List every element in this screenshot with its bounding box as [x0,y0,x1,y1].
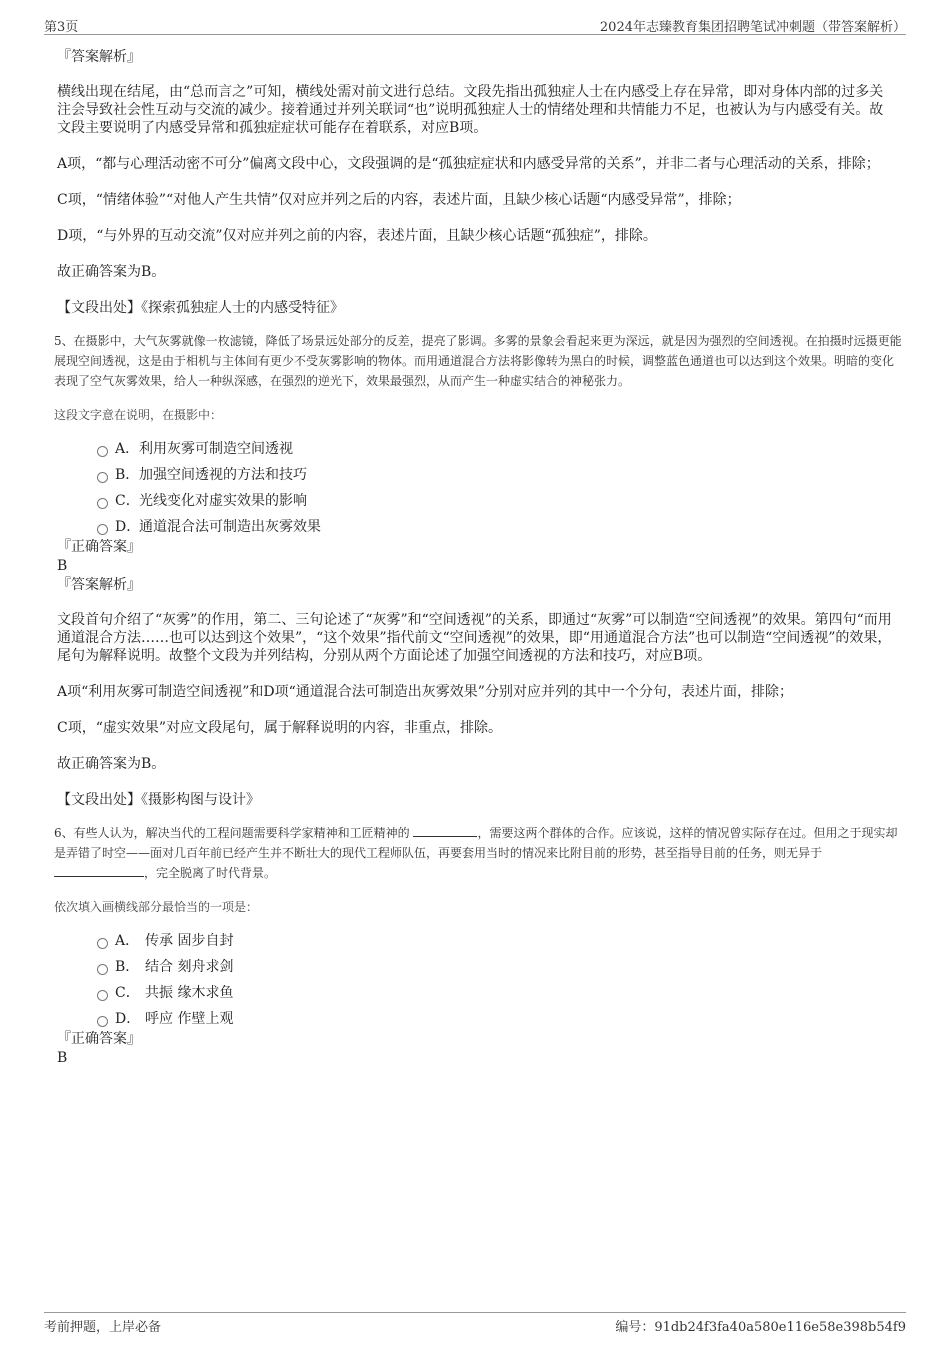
blank-2 [54,864,144,877]
radio-icon[interactable] [97,498,108,509]
page-footer [44,1312,906,1335]
blank-1 [413,824,477,837]
q6-answer: B [57,1050,68,1066]
prev-analysis-label: 『答案解析』 [57,49,141,65]
q5-analysis-label: 『答案解析』 [57,577,141,593]
page-number: 第3页 [44,20,79,35]
prev-conclusion: 故正确答案为B。 [57,264,166,280]
q5-option-b[interactable]: B．加强空间透视的方法和技巧 [57,466,897,492]
q6-option-a[interactable]: A． 传承 固步自封 [57,932,897,958]
q6-option-c[interactable]: C． 共振 缘木求鱼 [57,984,897,1010]
q5-option-a[interactable]: A．利用灰雾可制造空间透视 [57,440,897,466]
q5-prompt: 这段文字意在说明，在摄影中： [54,408,223,422]
radio-icon[interactable] [97,472,108,483]
q6-stem: 6、有些人认为，解决当代的工程问题需要科学家精神和工匠精神的 ，需要这两个群体的合作。应该说，这样的情况曾实际存在过。但用之于现实却是弄错了时空——面对几百年前已经产生并不断壮大的现代工程师队伍，再要套用当时的情况来比附目前的形势，甚至指导目前的任务，则无异于 ，完全脱离了时代背景。 [54,826,898,880]
radio-icon[interactable] [97,964,108,975]
radio-icon[interactable] [97,938,108,949]
q5-option-d[interactable]: D．通道混合法可制造出灰雾效果 [57,518,897,544]
prev-source: 【文段出处】《探索孤独症人士的内感受特征》 [57,300,344,316]
footer-slogan: 考前押题，上岸必备 [44,1320,162,1335]
q5-source: 【文段出处】《摄影构图与设计》 [57,792,260,808]
q5-analysis-paragraph: A项“利用灰雾可制造空间透视”和D项“通道混合法可制造出灰雾效果”分别对应并列的其中一个分句，表述片面，排除； [57,684,793,700]
q5-options [57,440,897,544]
document-title: 2024年志臻教育集团招聘笔试冲刺题（带答案解析） [599,20,906,35]
page-header [44,14,906,35]
q5-option-c[interactable]: C．光线变化对虚实效果的影响 [57,492,897,518]
prev-analysis-paragraph: D项，“与外界的互动交流”仅对应并列之前的内容，表述片面，且缺少核心话题“孤独症”，排除。 [57,228,657,244]
page-content [54,44,902,1067]
q6-options [57,932,897,1036]
q6-answer-label: 『正确答案』 [57,1031,141,1047]
q5-stem: 5、在摄影中，大气灰雾就像一枚滤镜，降低了场景远处部分的反差，提亮了影调。多雾的景象会看起来更为深远，就是因为强烈的空间透视。在拍摄时远摄更能展现空间透视，这是由于相机与主体间有更少不受灰雾影响的物体。而用通道混合方法将影像转为黑白的时候，调整蓝色通道也可以达到这个效果。明暗的变化表现了空气灰雾效果，给人一种纵深感，在强烈的逆光下，效果最强烈，从而产生一种虚实结合的神秘张力。 [54,334,902,388]
q5-conclusion: 故正确答案为B。 [57,756,166,772]
prev-analysis-paragraph: C项，“情绪体验”“对他人产生共情”仅对应并列之后的内容，表述片面，且缺少核心话题“内感受异常”，排除； [57,192,741,208]
q5-analysis-paragraph: C项，“虚实效果”对应文段尾句，属于解释说明的内容，非重点，排除。 [57,720,503,736]
q5-analysis-paragraph: 文段首句介绍了“灰雾”的作用，第二、三句论述了“灰雾”和“空间透视”的关系，即通过“灰雾”可以制造“空间透视”的效果。第四句“而用通道混合方法……也可以达到这个效果”，“这个效果”指代前文“空间透视”的效果，即“用通道混合方法”也可以制造“空间透视”的效果，尾句为解释说明。故整个文段为并列结构，分别从两个方面论述了加强空间透视的方法和技巧，对应B项。 [57,612,892,664]
prev-analysis-paragraph: 横线出现在结尾，由“总而言之”可知，横线处需对前文进行总结。文段先指出孤独症人士在内感受上存在异常，即对身体内部的过多关注会导致社会性互动与交流的减少。接着通过并列关联词“也”说明孤独症人士的情绪处理和共情能力不足，也被认为与内感受有关。故文段主要说明了内感受异常和孤独症症状可能存在着联系，对应B项。 [57,84,884,136]
q5-answer: B [57,558,68,574]
footer-serial: 编号：91db24f3fa40a580e116e58e398b54f9 [615,1320,906,1335]
q6-option-d[interactable]: D． 呼应 作壁上观 [57,1010,897,1036]
q6-prompt: 依次填入画横线部分最恰当的一项是： [54,900,259,914]
radio-icon[interactable] [97,990,108,1001]
prev-analysis-paragraph: A项，“都与心理活动密不可分”偏离文段中心，文段强调的是“孤独症症状和内感受异常的关系”，并非二者与心理活动的关系，排除； [57,156,880,172]
radio-icon[interactable] [97,524,108,535]
q6-option-b[interactable]: B． 结合 刻舟求剑 [57,958,897,984]
radio-icon[interactable] [97,1016,108,1027]
q5-answer-label: 『正确答案』 [57,539,141,555]
radio-icon[interactable] [97,446,108,457]
